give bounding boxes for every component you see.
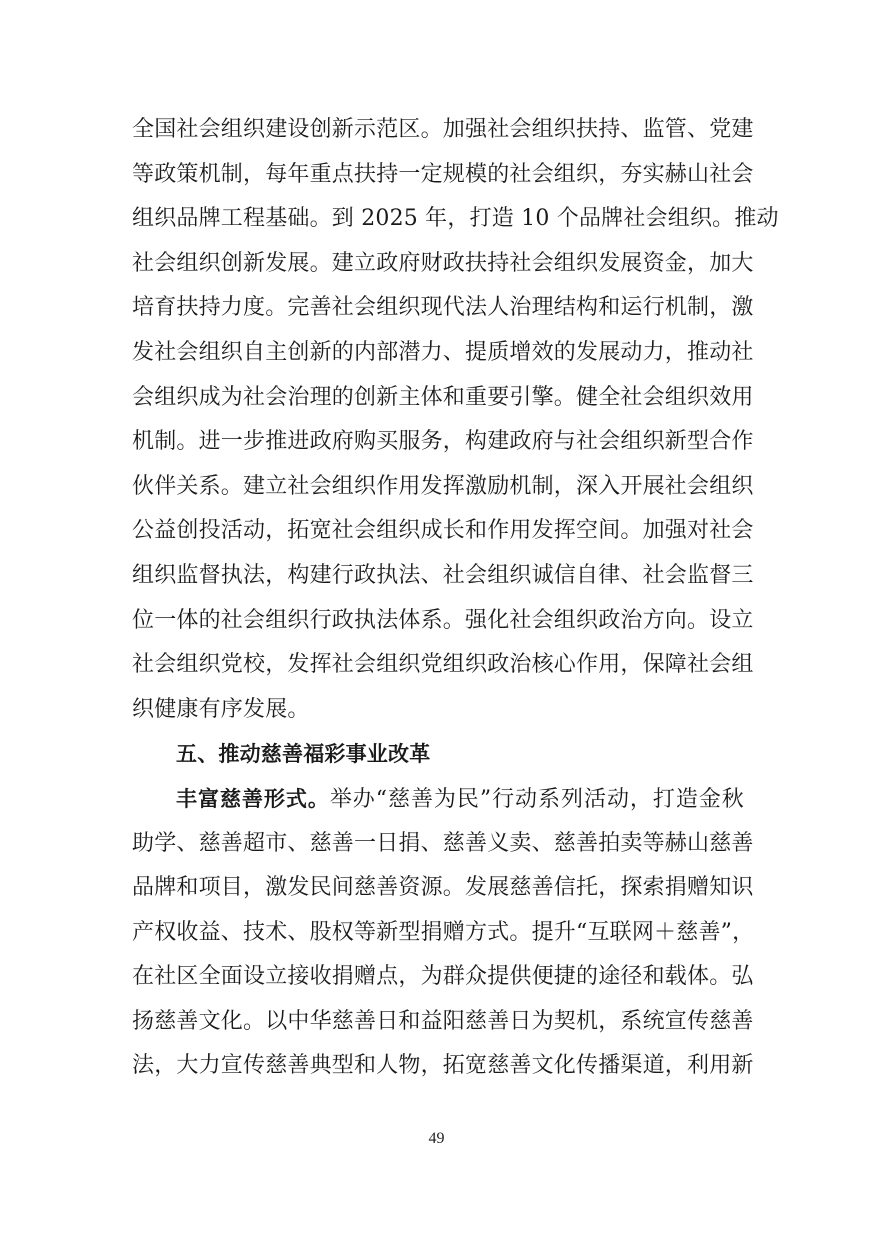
text-line (132, 777, 744, 822)
text-line: 组织品牌工程基础。到 2025 年，打造 10 个品牌社会组织。推动 (132, 206, 779, 232)
paragraph-lead-title: 丰富慈善形式。 (176, 786, 330, 811)
text-line: 全国社会组织建设创新示范区。加强社会组织扶持、监管、党建 (132, 117, 754, 142)
body-text (132, 108, 779, 1089)
paragraph-charity-forms (132, 777, 755, 1089)
page-number: 49 (428, 1130, 445, 1147)
text-line: 在社区全面设立接收捐赠点，为群众提供便捷的途径和载体。弘 (132, 964, 754, 990)
text-line: 织健康有序发展。 (132, 696, 310, 722)
text-line: 公益创投活动，拓宽社会组织成长和作用发挥空间。加强对社会 (132, 518, 754, 544)
text-line: 社会组织党校，发挥社会组织党组织政治核心作用，保障社会组 (132, 652, 754, 678)
text-line: 扬慈善文化。以中华慈善日和益阳慈善日为契机，系统宣传慈善 (132, 1008, 754, 1034)
text-line: 助学、慈善超市、慈善一日捐、慈善义卖、慈善拍卖等赫山慈善 (132, 830, 754, 856)
text-line: 等政策机制，每年重点扶持一定规模的社会组织，夯实赫山社会 (132, 161, 754, 187)
text-line: 组织监督执法，构建行政执法、社会组织诚信自律、社会监督三 (132, 562, 754, 588)
text-line: 伙伴关系。建立社会组织作用发挥激励机制，深入开展社会组织 (132, 473, 754, 499)
text-line: 法，大力宣传慈善典型和人物，拓宽慈善文化传播渠道，利用新 (132, 1053, 754, 1079)
text-line: 社会组织创新发展。建立政府财政扶持社会组织发展资金，加大 (132, 250, 754, 276)
text-line: 发社会组织自主创新的内部潜力、提质增效的发展动力，推动社 (132, 339, 754, 365)
text-line: 位一体的社会组织行政执法体系。强化社会组织政治方向。设立 (132, 607, 754, 633)
text-run: 举办“慈善为民”行动系列活动，打造金秋 (329, 786, 745, 812)
text-line: 品牌和项目，激发民间慈善资源。发展慈善信托，探索捐赠知识 (132, 875, 754, 901)
text-line: 培育扶持力度。完善社会组织现代法人治理结构和运行机制，激 (132, 295, 754, 321)
text-line: 产权收益、技术、股权等新型捐赠方式。提升“互联网＋慈善”， (132, 919, 755, 945)
section-heading: 五、推动慈善福彩事业改革 (176, 742, 431, 767)
text-line: 机制。进一步推进政府购买服务，构建政府与社会组织新型合作 (132, 429, 754, 455)
text-line: 会组织成为社会治理的创新主体和重要引擎。健全社会组织效用 (132, 384, 754, 410)
paragraph-social-organizations (132, 108, 779, 732)
